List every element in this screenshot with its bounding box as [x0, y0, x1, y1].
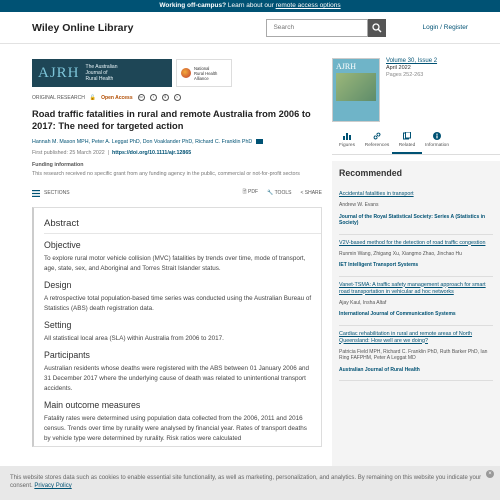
partner-logo-icon	[181, 68, 191, 78]
figures-icon	[343, 132, 351, 140]
participants-heading: Participants	[44, 350, 90, 360]
cookie-banner	[0, 466, 500, 500]
site-logo[interactable]: Wiley Online Library	[32, 21, 134, 34]
tab-label: Figures	[339, 143, 355, 148]
tools-label: TOOLS	[274, 190, 292, 196]
tab-label: Information	[425, 143, 449, 148]
site-header	[0, 12, 500, 44]
banner-text: Learn about our	[227, 2, 274, 9]
funding-text: This research received no specific grant from any funding agency in the public, commercial or not-for-profit sectors	[32, 171, 300, 177]
list-item	[339, 326, 493, 382]
partner-name-line: National	[194, 65, 210, 71]
recommended-authors: Patricia Field MPH, Richard C. Franklin PhD, Ruth Barker PhD, Ian Ring FAFPHM, Peter A Leggat MD	[339, 348, 488, 361]
pdf-icon: 🗎	[242, 189, 247, 195]
article-meta	[32, 94, 322, 101]
partner-name-line: Rural Health	[194, 70, 218, 76]
login-register-link[interactable]: Login / Register	[422, 24, 468, 31]
cc-by-icon[interactable]: i	[150, 94, 157, 101]
share-icon: <	[300, 190, 304, 196]
list-item	[339, 186, 493, 235]
doi-link[interactable]: https://doi.org/10.1111/ajr.12865	[112, 150, 192, 156]
privacy-policy-link[interactable]: Privacy Policy	[34, 483, 72, 489]
open-access-icon: 🔓	[89, 94, 97, 101]
issue-pages: Pages 252-263	[386, 72, 424, 78]
search-icon	[372, 23, 382, 33]
cc-nc-icon[interactable]: $	[162, 94, 169, 101]
close-icon[interactable]: ×	[486, 470, 494, 478]
remote-access-link[interactable]: remote access options	[275, 2, 341, 9]
info-icon	[433, 132, 441, 140]
main-content	[0, 44, 500, 481]
link-icon	[373, 132, 381, 140]
partner-logo[interactable]	[176, 59, 232, 87]
tab-references[interactable]	[362, 132, 392, 154]
journal-name	[86, 64, 118, 82]
journal-banner	[32, 59, 322, 87]
setting-heading: Setting	[44, 320, 72, 330]
article-column	[32, 44, 322, 481]
tab-label: References	[364, 143, 390, 148]
section-toolbar	[32, 187, 322, 199]
recommended-journal-link[interactable]: IET Intelligent Transport Systems	[339, 262, 419, 268]
recommended-title-link[interactable]: V2V-based method for the detection of road traffic congestion	[339, 239, 486, 246]
tab-figures[interactable]	[332, 132, 362, 154]
recommended-panel	[332, 161, 500, 481]
sections-label: SECTIONS	[44, 190, 70, 196]
list-item	[339, 277, 493, 326]
recommended-journal-link[interactable]: Journal of the Royal Statistical Society: Series A (Statistics in Society)	[339, 213, 486, 226]
recommended-title-link[interactable]: Vanet-TSMA: A traffic safety management approach for smart road transportation in vehicular ad hoc networks	[339, 281, 486, 295]
recommended-heading: Recommended	[339, 168, 403, 178]
recommended-authors: Runmin Wang, Zhigang Xu, Xiangmo Zhao, Jinchao Hu	[339, 250, 462, 257]
recommended-authors: Andrew W. Evans	[339, 202, 379, 208]
author-list	[32, 139, 322, 145]
article-title: Road traffic fatalities in rural and remote Australia from 2006 to 2017: The need for targeted action	[32, 109, 311, 131]
tab-related[interactable]	[392, 132, 422, 154]
share-button[interactable]	[300, 190, 322, 196]
mail-icon[interactable]	[256, 139, 263, 144]
recommended-authors: Ajay Kaul, Insha Altaf	[339, 299, 387, 306]
cc-license-icon[interactable]: cc	[139, 95, 143, 99]
article-tools	[243, 189, 322, 197]
search-input[interactable]	[266, 19, 368, 37]
issue-date: April 2022	[386, 65, 411, 71]
journal-abbr: AJRH	[38, 64, 80, 81]
remote-access-banner	[0, 0, 500, 12]
setting-text: All statistical local area (SLA) within Australia from 2006 to 2017.	[44, 335, 224, 342]
journal-name-line: The Australian	[85, 64, 118, 70]
partner-name-line: Alliance	[194, 75, 209, 81]
article-type: ORIGINAL RESEARCH	[32, 94, 85, 101]
journal-logo[interactable]	[32, 59, 172, 87]
first-published-date: 25 March 2022	[69, 150, 105, 156]
cover-title: AJRH	[336, 62, 357, 71]
share-label: SHARE	[304, 190, 322, 196]
sidebar	[332, 44, 500, 481]
recommended-title-link[interactable]: Accidental fatalities in transport	[339, 191, 414, 197]
design-text: A retrospective total population-based time series was conducted using the Australian Bureau of Statistics (ABS) death registration data.	[44, 295, 312, 312]
outcome-text: Fatality rates were determined using population data collected from the 2006, 2011 and 2016 census. Trends over time by rurality were analysed by financial year. Rates of transport deaths by vehicle type were determined by rurality. Risk ratios were calculated	[44, 415, 307, 442]
first-published-label: First published:	[32, 150, 68, 156]
recommended-journal-link[interactable]: Australian Journal of Rural Health	[339, 366, 420, 373]
pdf-button[interactable]	[243, 189, 258, 197]
volume-link[interactable]: Volume 30, Issue 2	[386, 58, 438, 64]
partner-name	[194, 66, 217, 81]
abstract-heading: Abstract	[44, 218, 321, 234]
participants-text: Australian residents whose deaths were registered with the ABS between 01 January 2006 and 31 December 2017 where the underlying cause of death was related to unintentional transport accidents.	[44, 365, 309, 392]
funding-heading: Funding information	[32, 162, 84, 168]
banner-bold-text: Working off-campus?	[159, 2, 227, 9]
search-button[interactable]	[368, 19, 386, 37]
list-icon	[32, 190, 40, 197]
recommended-journal-link[interactable]: International Journal of Communication Systems	[339, 311, 456, 317]
objective-heading: Objective	[44, 240, 81, 250]
list-item	[339, 235, 493, 277]
recommended-title-link[interactable]: Cardiac rehabilitation in rural and remote areas of North Queensland: How well are we doing?	[339, 330, 473, 344]
objective-text: To explore rural motor vehicle collision (MVC) fatalities by trends over time, mode of transport, age, state, sex, and Aboriginal and Torres Strait Islander status.	[44, 255, 306, 272]
authors-text[interactable]: Hannah M. Mason MPH, Peter A. Leggat PhD, Don Voaklander PhD, Richard C. Franklin PhD	[32, 139, 253, 145]
cc-nd-icon[interactable]: =	[174, 94, 181, 101]
sections-menu[interactable]	[32, 190, 70, 197]
search-box	[266, 19, 386, 37]
publication-info: First published: 25 March 2022 | https://doi.org/10.1111/ajr.12865	[32, 150, 192, 156]
tools-button[interactable]	[267, 190, 291, 196]
cover-photo	[336, 73, 376, 101]
journal-name-line: Rural Health	[85, 76, 114, 82]
wrench-icon: 🔧	[267, 190, 274, 196]
pdf-label: PDF	[248, 189, 259, 195]
open-access-label: Open Access	[101, 94, 133, 101]
tab-information[interactable]	[422, 132, 452, 154]
issue-details	[386, 58, 437, 122]
tab-label: Related	[398, 143, 416, 148]
design-heading: Design	[44, 280, 72, 290]
sidebar-tabs	[332, 132, 500, 155]
journal-cover[interactable]	[332, 58, 380, 122]
related-icon	[403, 132, 411, 140]
issue-info	[332, 58, 500, 122]
journal-name-line: Journal of	[85, 70, 108, 76]
abstract-section	[32, 207, 322, 447]
outcome-heading: Main outcome measures	[44, 400, 141, 410]
cookie-text: This website stores data such as cookies to enable essential site functionality, as well as marketing, personalization, and analytics. By remaining on this website you indicate your consent.	[10, 475, 482, 489]
